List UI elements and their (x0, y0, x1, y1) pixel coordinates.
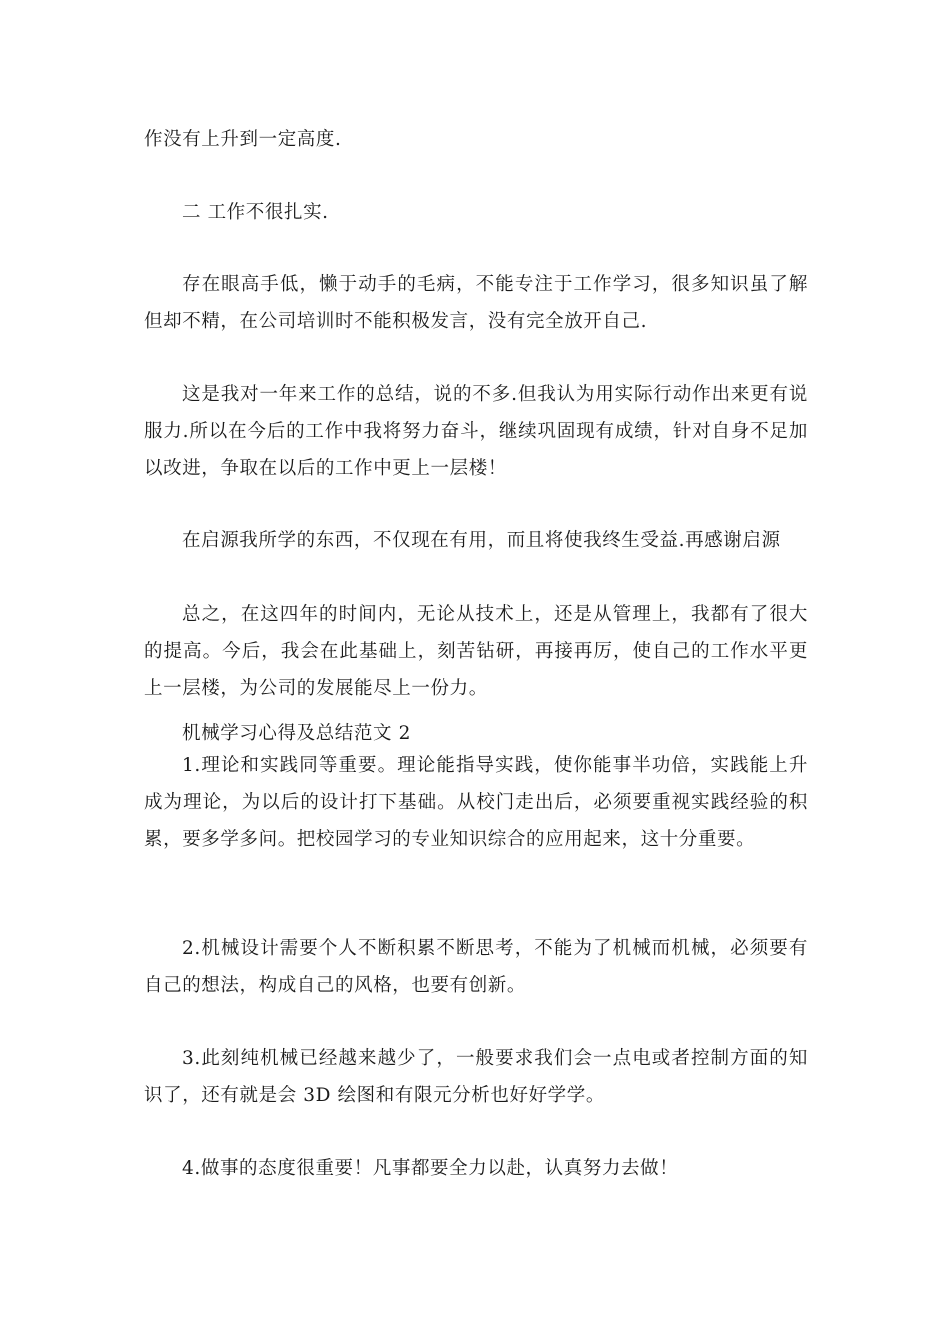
section-heading-two: 二 工作不很扎实. (182, 202, 329, 223)
paragraph-point-1: 1.理论和实践同等重要。理论能指导实践，使你能事半功倍，实践能上升成为理论，为以后的设计打下基础。从校门走出后，必须要重视实践经验的积累，要多学多问。把校园学习的专业知识综合的应用起来，这十分重要。 (144, 755, 808, 850)
paragraph-point-3: 3.此刻纯机械已经越来越少了，一般要求我们会一点电或者控制方面的知识了，还有就是会 3D 绘图和有限元分析也好好学学。 (144, 1048, 808, 1106)
paragraph-summary: 这是我对一年来工作的总结，说的不多.但我认为用实际行动作出来更有说服力.所以在今后的工作中我将努力奋斗，继续巩固现有成绩，针对自身不足加以改进，争取在以后的工作中更上一层楼！ (144, 384, 808, 479)
paragraph-shortcomings: 存在眼高手低，懒于动手的毛病，不能专注于工作学习，很多知识虽了解但却不精，在公司培训时不能积极发言，没有完全放开自己. (144, 274, 808, 332)
paragraph-continuation: 作没有上升到一定高度. (144, 129, 342, 150)
paragraph-point-4: 4.做事的态度很重要！凡事都要全力以赴，认真努力去做！ (182, 1158, 679, 1179)
paragraph-thanks: 在启源我所学的东西，不仅现在有用，而且将使我终生受益.再感谢启源 (182, 530, 781, 551)
paragraph-point-2: 2.机械设计需要个人不断积累不断思考，不能为了机械而机械，必须要有自己的想法，构成自己的风格，也要有创新。 (144, 938, 808, 996)
paragraph-conclusion: 总之，在这四年的时间内，无论从技术上，还是从管理上，我都有了很大的提高。今后，我会在此基础上，刻苦钻研，再接再厉，使自己的工作水平更上一层楼，为公司的发展能尽上一份力。 (144, 604, 808, 699)
article-title: 机械学习心得及总结范文 2 (182, 723, 411, 744)
